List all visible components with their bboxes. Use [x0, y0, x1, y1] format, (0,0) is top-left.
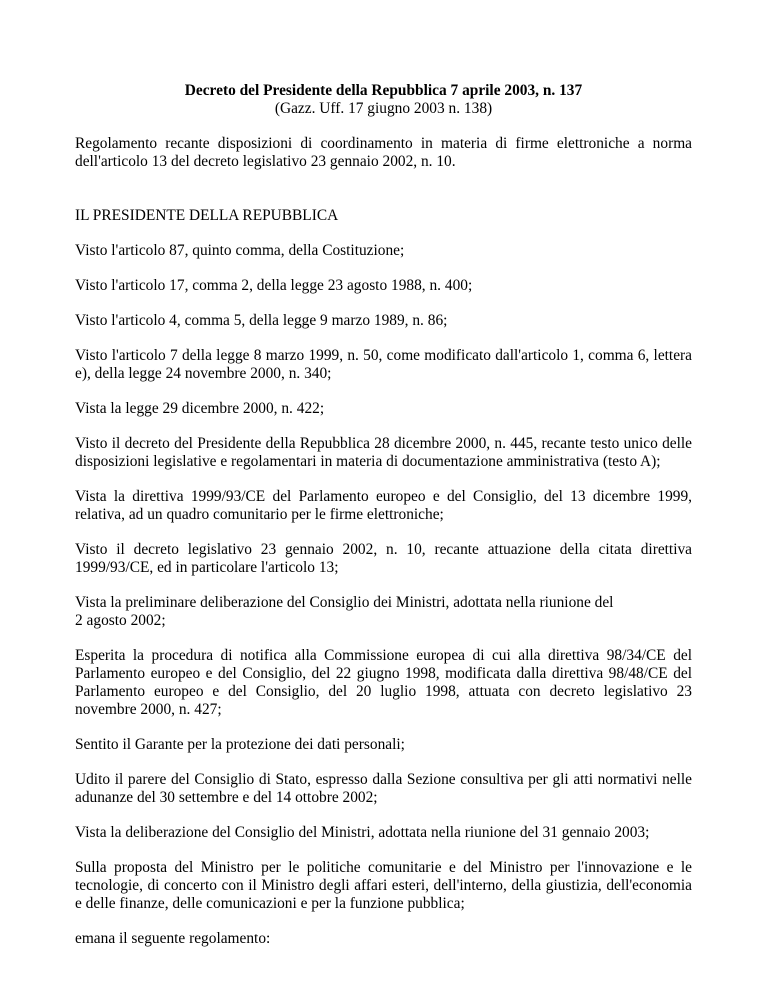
recital-paragraph: Visto il decreto legislativo 23 gennaio 2002, n. 10, recante attuazione della citata direttiva 1999/93/CE, ed in particolare l'articolo 13;	[75, 541, 692, 576]
recital-paragraph: Vista la deliberazione del Consiglio del Ministri, adottata nella riunione del 31 gennaio 2003;	[75, 824, 650, 841]
regulation-description: Regolamento recante disposizioni di coordinamento in materia di firme elettroniche a norma dell'articolo 13 del decreto legislativo 23 gennaio 2002, n. 10.	[75, 135, 692, 170]
president-heading: IL PRESIDENTE DELLA REPUBBLICA	[75, 207, 339, 224]
recital-paragraph: Visto l'articolo 87, quinto comma, della Costituzione;	[75, 242, 405, 259]
recital-paragraph: Visto l'articolo 7 della legge 8 marzo 1999, n. 50, come modificato dall'articolo 1, comma 6, lettera e), della legge 24 novembre 2000, n. 340;	[75, 347, 692, 382]
recital-paragraph: Vista la legge 29 dicembre 2000, n. 422;	[75, 400, 325, 417]
recital-line: Vista la preliminare deliberazione del Consiglio dei Ministri, adottata nella riunione del	[75, 594, 614, 611]
recital-paragraph	[75, 594, 692, 630]
recital-paragraph: Visto l'articolo 4, comma 5, della legge 9 marzo 1989, n. 86;	[75, 312, 448, 329]
recital-line: 2 agosto 2002;	[75, 612, 166, 629]
recital-paragraph: Visto il decreto del Presidente della Repubblica 28 dicembre 2000, n. 445, recante testo unico delle disposizioni legislative e regolamentari in materia di documentazione amministrativa (testo A);	[75, 435, 692, 470]
decree-title: Decreto del Presidente della Repubblica 7 aprile 2003, n. 137	[184, 82, 583, 99]
recital-paragraph: Vista la direttiva 1999/93/CE del Parlamento europeo e del Consiglio, del 13 dicembre 1999, relativa, ad un quadro comunitario per le firme elettroniche;	[75, 488, 692, 523]
recital-paragraph: Udito il parere del Consiglio di Stato, espresso dalla Sezione consultiva per gli atti normativi nelle adunanze del 30 settembre e del 14 ottobre 2002;	[75, 771, 692, 806]
document-page	[75, 82, 692, 965]
document-header	[75, 82, 692, 118]
recital-paragraph: Visto l'articolo 17, comma 2, della legge 23 agosto 1988, n. 400;	[75, 277, 473, 294]
recital-paragraph: Sulla proposta del Ministro per le politiche comunitarie e del Ministro per l'innovazione e le tecnologie, di concerto con il Ministro degli affari esteri, dell'interno, della giustizia, dell'economia e delle finanze, delle comunicazioni e per la funzione pubblica;	[75, 859, 692, 912]
enactment-clause: emana il seguente regolamento:	[75, 930, 271, 947]
recital-paragraph: Esperita la procedura di notifica alla Commissione europea di cui alla direttiva 98/34/CE del Parlamento europeo e del Consiglio, del 22 giugno 1998, modificata dalla direttiva 98/48/CE del Parlamento europeo e del Consiglio, del 20 luglio 1998, attuata con decreto legislativo 23 novembre 2000, n. 427;	[75, 647, 692, 718]
gazette-reference: (Gazz. Uff. 17 giugno 2003 n. 138)	[274, 100, 493, 117]
recital-paragraph: Sentito il Garante per la protezione dei dati personali;	[75, 736, 405, 753]
